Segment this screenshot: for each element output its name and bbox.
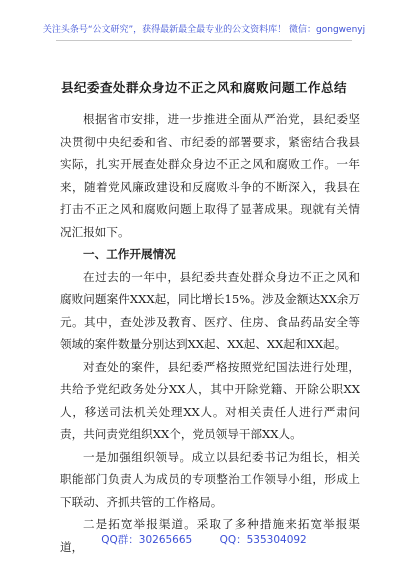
header-note: 关注头条号“公文研究”，获得最新最全最专业的公文资料库！ 微信：gongwenyj [42,25,366,35]
footer-qq: QQ：535304092 [219,534,307,546]
paragraph-reporting: 二是拓宽举报渠道。采取了多种措施来拓宽举报渠道， [60,517,360,554]
document-title: 县纪委查处群众身边不正之风和腐败问题工作总结 [60,80,347,95]
paragraph-leadership: 一是加强组织领导。成立以县纪委书记为组长，相关职能部门负责人为成员的专项整治工作领导小组，形成上下联动、齐抓共管的工作格局。 [60,449,360,509]
footer-contact [0,532,408,547]
header-divider [56,40,352,41]
paragraph-punishment: 对查处的案件，县纪委严格按照党纪国法进行处理，共给予党纪政务处分XX人，其中开除党籍、开除公职XX人，移送司法机关处理XX人。对相关责任人进行严肃问责，共问责党组织XX个，党员领导干部XX人。 [60,359,360,441]
footer-qq-group: QQ群：30265665 [101,534,193,546]
section-heading: 一、工作开展情况 [83,247,176,261]
paragraph-case-stats: 在过去的一年中，县纪委共查处群众身边不正之风和腐败问题案件XXX起，同比增长15%。涉及金额达XX余万元。其中，查处涉及教育、医疗、住房、食品药品安全等领域的案件数量分别达到XX起、XX起、XX起和XX起。 [60,269,360,351]
paragraph-intro: 根据省市安排，进一步推进全面从严治党，县纪委坚决贯彻中央纪委和省、市纪委的部署要求，紧密结合我县实际，扎实开展查处群众身边不正之风和腐败工作。一年来，随着党风廉政建设和反腐败斗争的不断深入，我县在打击不正之风和腐败问题上取得了显著成果。现就有关情况汇报如下。 [60,112,360,239]
document-body [60,108,360,558]
